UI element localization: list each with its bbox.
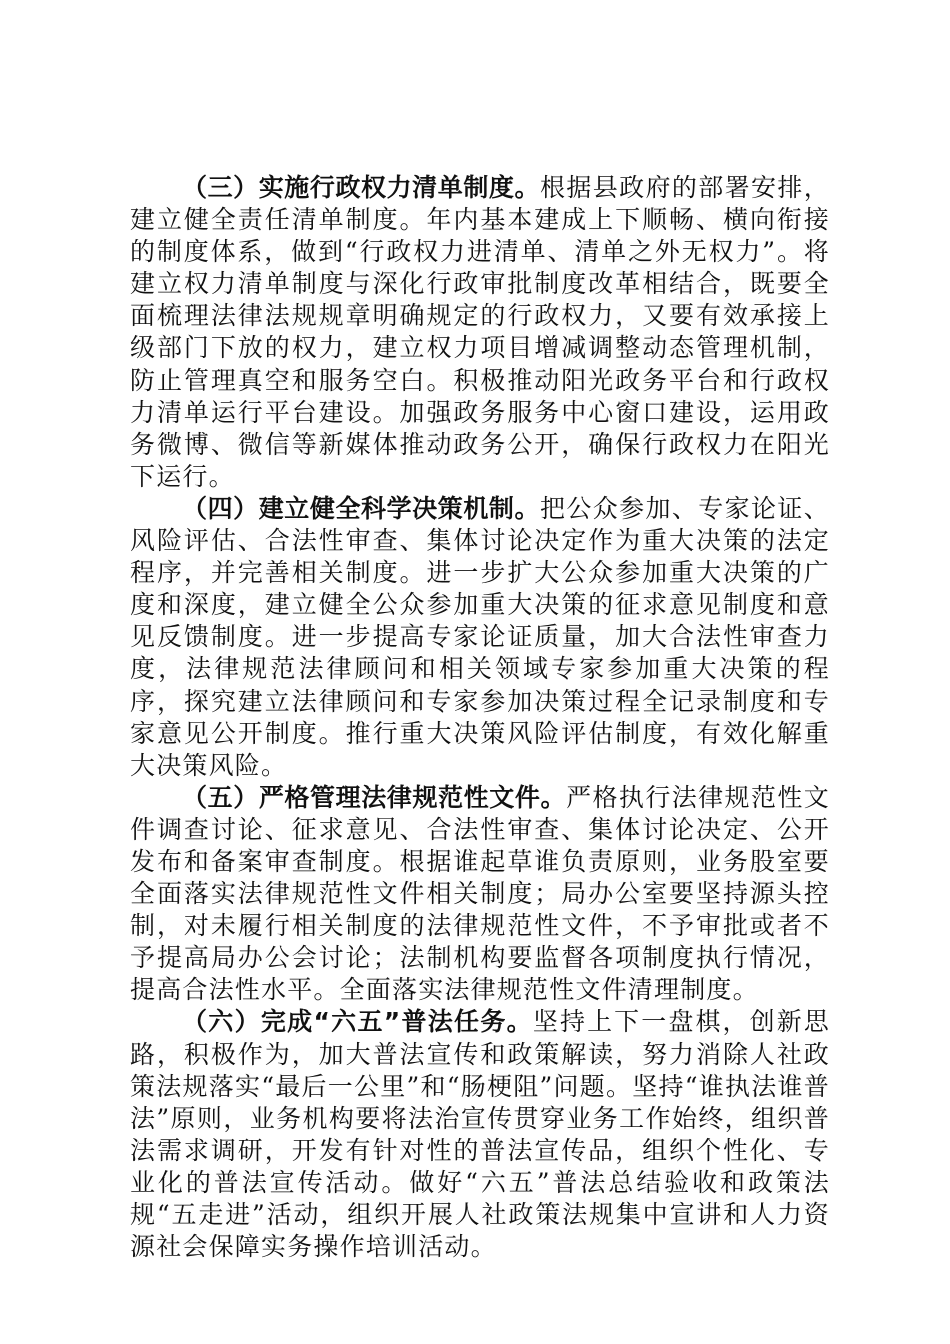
paragraph-heading: （三）实施行政权力清单制度。 [182, 173, 541, 202]
paragraph-text: 根据县政府的部署安排，建立健全责任清单制度。年内基本建成上下顺畅、横向衔接的制度体系，做到“行政权力进清单、清单之外无权力”。将建立权力清单制度与深化行政审批制度改革相结合，既要全面梳理法律法规规章明确规定的行政权力，又要有效承接上级部门下放的权力，建立权力项目增减调整动态管理机制，防止管理真空和服务空白。积极推动阳光政务平台和行政权力清单运行平台建设。加强政务服务中心窗口建设，运用政务微博、微信等新媒体推动政务公开，确保行政权力在阳光下运行。 [130, 173, 830, 491]
paragraph-text: 严格执行法律规范性文件调查讨论、征求意见、合法性审查、集体讨论决定、公开发布和备案审查制度。根据谁起草谁负责原则，业务股室要全面落实法律规范性文件相关制度；局办公室要坚持源头控制，对未履行相关制度的法律规范性文件，不予审批或者不予提高局办公会讨论；法制机构要监督各项制度执行情况，提高合法性水平。全面落实法律规范性文件清理制度。 [130, 782, 830, 1005]
paragraph-text: 坚持上下一盘棋，创新思路，积极作为，加大普法宣传和政策解读，努力消除人社政策法规落实“最后一公里”和“肠梗阻”问题。坚持“谁执法谁普法”原则，业务机构要将法治宣传贯穿业务工作始终，组织普法需求调研，开发有针对性的普法宣传品，组织个性化、专业化的普法宣传活动。做好“六五”普法总结验收和政策法规“五走进”活动，组织开展人社政策法规集中宣讲和人力资源社会保障实务操作培训活动。 [130, 1007, 830, 1262]
paragraph-decision-mechanism [130, 493, 830, 782]
paragraph-heading: （四）建立健全科学决策机制。 [182, 493, 541, 523]
paragraph-heading: （六）完成“六五”普法任务。 [182, 1007, 533, 1037]
paragraph-power-list [130, 172, 830, 493]
paragraph-heading: （五）严格管理法律规范性文件。 [182, 782, 567, 812]
paragraph-law-popularization [130, 1006, 830, 1263]
document-body [130, 172, 830, 1263]
paragraph-normative-documents [130, 782, 830, 1007]
paragraph-text: 把公众参加、专家论证、风险评估、合法性审查、集体讨论决定作为重大决策的法定程序，并完善相关制度。进一步扩大公众参加重大决策的广度和深度，建立健全公众参加重大决策的征求意见制度和意见反馈制度。进一步提高专家论证质量，加大合法性审查力度，法律规范法律顾问和相关领域专家参加重大决策的程序，探究建立法律顾问和专家参加决策过程全记录制度和专家意见公开制度。推行重大决策风险评估制度，有效化解重大决策风险。 [130, 493, 830, 780]
